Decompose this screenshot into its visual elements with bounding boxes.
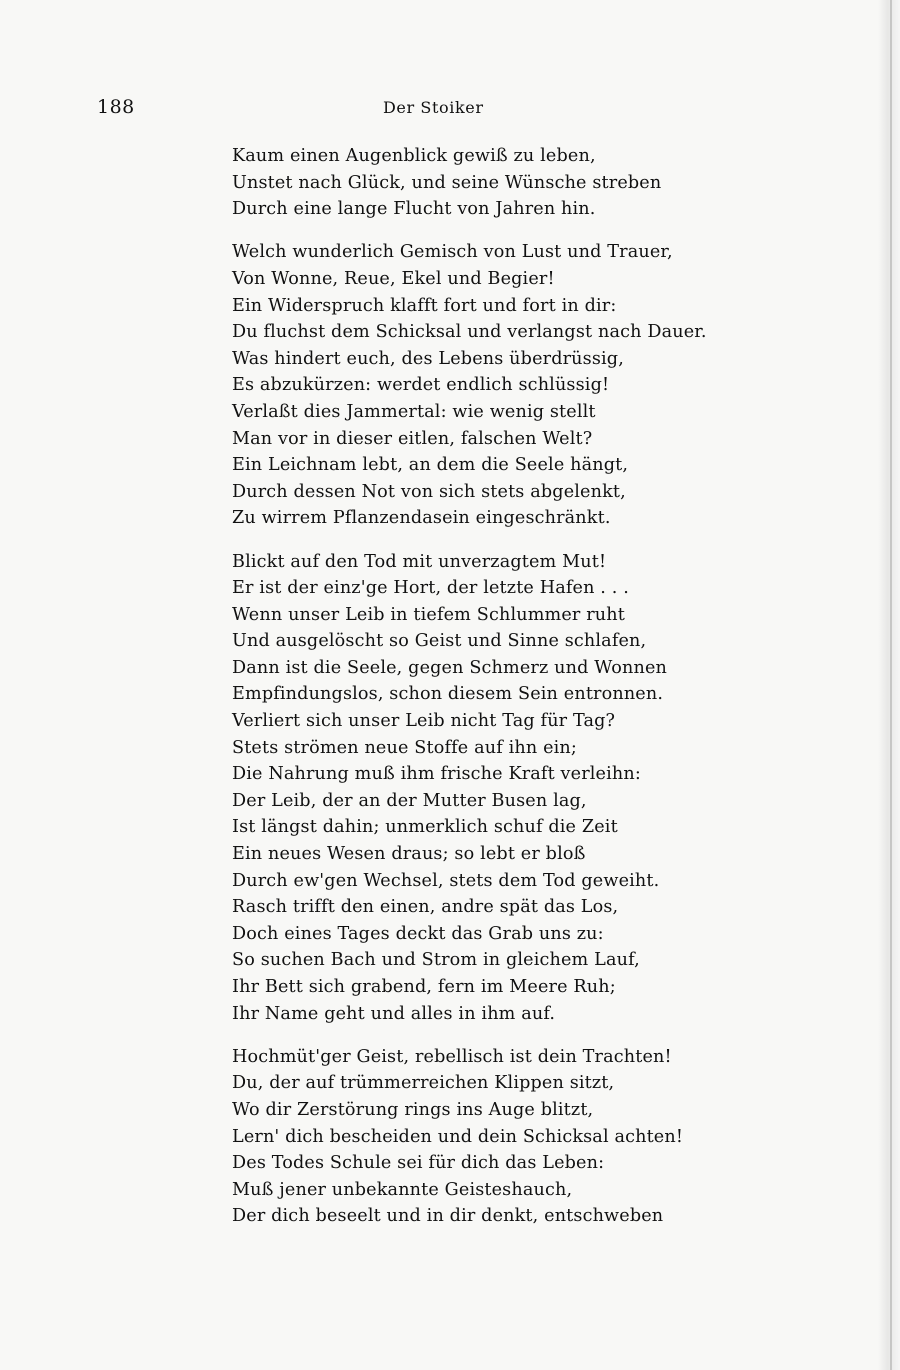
poem-line: Durch dessen Not von sich stets abgelenkt, [232,481,626,502]
poem-line: Man vor in dieser eitlen, falschen Welt? [232,428,593,449]
poem-line: Ein neues Wesen draus; so lebt er bloß [232,844,586,865]
poem-line: Du, der auf trümmerreichen Klippen sitzt, [232,1073,615,1094]
stanza-gap [232,223,702,240]
page-edge-line [890,0,892,1370]
page-edge-shadow [878,0,900,1370]
poem-line: Und ausgelöscht so Geist und Sinne schlafen, [232,631,647,652]
poem-line: Ein Widerspruch klafft fort und fort in dir: [232,295,617,316]
poem-line: Wenn unser Leib in tiefem Schlummer ruht [232,604,625,625]
poem-line: Lern' dich bescheiden und dein Schicksal achten! [232,1126,684,1147]
poem-line: Muß jener unbekannte Geisteshauch, [232,1179,573,1200]
poem-line: Wo dir Zerstörung rings ins Auge blitzt, [232,1099,594,1120]
poem-line: Unstet nach Glück, und seine Wünsche streben [232,172,662,193]
poem-text [232,143,707,1230]
poem-line: Des Todes Schule sei für dich das Leben: [232,1153,605,1174]
stanza-4 [232,1044,702,1230]
stanza-3 [232,549,702,1028]
stanza-gap [232,1027,702,1044]
poem-line: Der Leib, der an der Mutter Busen lag, [232,790,587,811]
stanza-1 [232,143,702,223]
poem-line: Verlaßt dies Jammertal: wie wenig stellt [232,401,596,422]
poem-line: Ein Leichnam lebt, an dem die Seele hängt, [232,455,629,476]
poem-line: Du fluchst dem Schicksal und verlangst nach Dauer. [232,322,707,343]
poem-line: Zu wirrem Pflanzendasein eingeschränkt. [232,508,611,529]
poem-line: Durch eine lange Flucht von Jahren hin. [232,199,596,220]
stanza-gap [232,532,702,549]
poem-line: Welch wunderlich Gemisch von Lust und Trauer, [232,242,673,263]
poem-line: Er ist der einz'ge Hort, der letzte Hafen . . . [232,578,630,599]
poem-line: Empfindungslos, schon diesem Sein entronnen. [232,684,664,705]
poem-line: Dann ist die Seele, gegen Schmerz und Wonnen [232,657,668,678]
poem-line: Die Nahrung muß ihm frische Kraft verleihn: [232,764,641,785]
poem-line: Hochmüt'ger Geist, rebellisch ist dein Trachten! [232,1046,672,1067]
poem-line: Es abzukürzen: werdet endlich schlüssig! [232,375,610,396]
poem-line: Stets strömen neue Stoffe auf ihn ein; [232,737,577,758]
poem-line: Ihr Bett sich grabend, fern im Meere Ruh; [232,977,616,997]
poem-line: Durch ew'gen Wechsel, stets dem Tod geweiht. [232,870,660,891]
poem-line: Der dich beseelt und in dir denkt, entschweben [232,1206,664,1227]
poem-line: Doch eines Tages deckt das Grab uns zu: [232,923,604,944]
poem-line: Ist längst dahin; unmerklich schuf die Zeit [232,817,618,838]
poem-line: Rasch trifft den einen, andre spät das Los, [232,897,619,918]
poem-line: Ihr Name geht und alles in ihm auf. [232,1003,556,1024]
poem-line: Blickt auf den Tod mit unverzagtem Mut! [232,551,607,572]
page-number: 188 [97,96,135,118]
poem-line: Was hindert euch, des Lebens überdrüssig, [232,348,624,369]
running-head: Der Stoiker [383,98,484,117]
poem-line: So suchen Bach und Strom in gleichem Lauf, [232,950,640,971]
poem-line: Kaum einen Augenblick gewiß zu leben, [232,146,596,166]
stanza-2 [232,239,707,532]
poem-line: Verliert sich unser Leib nicht Tag für Tag? [232,711,616,732]
poem-line: Von Wonne, Reue, Ekel und Begier! [232,268,555,289]
